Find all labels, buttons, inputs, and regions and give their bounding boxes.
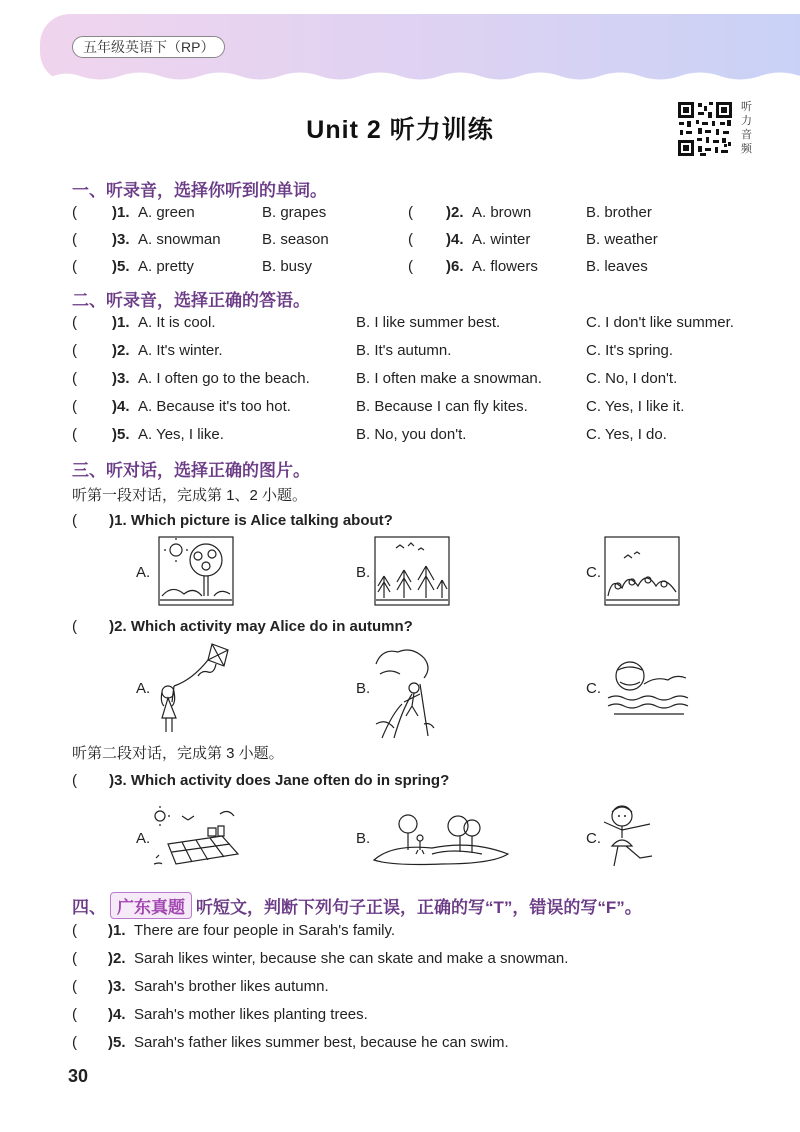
page-title: Unit 2 听力训练 — [306, 116, 494, 144]
option-a: A. pretty — [138, 258, 194, 275]
statement-text: Sarah's brother likes autumn. — [134, 978, 329, 995]
s4-row-1 — [72, 922, 772, 944]
picture-label-a: A. — [136, 564, 151, 581]
option-a: A. Yes, I like. — [138, 426, 224, 443]
option-b: B. weather — [586, 231, 658, 248]
book-label: 五年级英语下（RP） — [72, 36, 225, 58]
s2-row-3 — [72, 370, 772, 392]
item-number: )5. — [112, 258, 130, 275]
qr-char: 频 — [741, 143, 752, 155]
picture-label-a: A. — [136, 830, 151, 847]
qr-code-icon[interactable] — [676, 100, 734, 158]
wavy-edge — [40, 69, 800, 83]
answer-blank[interactable]: ( — [408, 258, 413, 275]
option-b: B. I often make a snowman. — [356, 370, 542, 387]
answer-blank[interactable]: ( — [72, 398, 77, 415]
picture-label-b: B. — [356, 564, 371, 581]
option-b: B. It's autumn. — [356, 342, 452, 359]
item-number: )2. — [112, 342, 130, 359]
answer-blank[interactable]: ( — [72, 512, 77, 529]
s3-question-2 — [72, 618, 413, 635]
qr-audio-label — [741, 100, 755, 156]
girl-flying-kite-picture[interactable] — [152, 640, 242, 736]
answer-blank[interactable]: ( — [72, 618, 77, 635]
item-number: )5. — [108, 1034, 126, 1051]
option-b: B. season — [262, 231, 329, 248]
answer-blank[interactable]: ( — [72, 204, 77, 221]
s1-row-2 — [72, 231, 772, 253]
s1-row-3 — [72, 258, 772, 280]
item-number: )2. — [108, 950, 126, 967]
picnic-picture[interactable] — [152, 806, 246, 866]
option-c: C. Yes, I like it. — [586, 398, 685, 415]
s4-row-5 — [72, 1034, 772, 1056]
question-text: Which activity does Jane often do in spring? — [130, 772, 450, 789]
option-b: B. No, you don't. — [356, 426, 467, 443]
option-a: A. I often go to the beach. — [138, 370, 310, 387]
item-number: )1. — [112, 314, 130, 331]
s2-row-1 — [72, 314, 772, 336]
option-b: B. Because I can fly kites. — [356, 398, 528, 415]
answer-blank[interactable]: ( — [72, 772, 77, 789]
item-number: )2. — [109, 618, 127, 635]
item-number: )1. — [108, 922, 126, 939]
answer-blank[interactable]: ( — [72, 258, 77, 275]
s2-row-4 — [72, 398, 772, 420]
answer-blank[interactable]: ( — [72, 426, 77, 443]
option-a: A. It is cool. — [138, 314, 216, 331]
statement-text: There are four people in Sarah's family. — [134, 922, 396, 939]
item-number: )1. — [112, 204, 130, 221]
item-number: )3. — [112, 231, 130, 248]
question-text: Which activity may Alice do in autumn? — [130, 618, 413, 635]
item-number: )3. — [109, 772, 127, 789]
s3-question-1 — [72, 512, 393, 529]
section4-instruction: 听短文，判断下列句子正误，正确的写“T”，错误的写“F”。 — [196, 898, 642, 917]
item-number: )6. — [446, 258, 464, 275]
section1-heading: 一、听录音，选择你听到的单词。 — [72, 181, 327, 200]
item-number: )2. — [446, 204, 464, 221]
spring-trees-birds-picture[interactable] — [374, 536, 450, 606]
answer-blank[interactable]: ( — [72, 1034, 77, 1051]
s4-row-3 — [72, 978, 772, 1000]
answer-blank[interactable]: ( — [408, 231, 413, 248]
summer-tree-picture[interactable] — [158, 536, 234, 606]
item-number: )3. — [112, 370, 130, 387]
option-a: A. snowman — [138, 231, 221, 248]
picture-label-c: C. — [586, 830, 601, 847]
section3-heading: 三、听对话，选择正确的图片。 — [72, 461, 310, 480]
dialogue-1-note: 听第一段对话，完成第 1、2 小题。 — [72, 487, 308, 504]
qr-char: 力 — [741, 115, 752, 127]
statement-text: Sarah's father likes summer best, because he can swim. — [134, 1034, 509, 1051]
option-c: C. No, I don't. — [586, 370, 678, 387]
answer-blank[interactable]: ( — [72, 950, 77, 967]
option-b: B. I like summer best. — [356, 314, 501, 331]
dialogue-2-note: 听第二段对话，完成第 3 小题。 — [72, 745, 284, 762]
item-number: )4. — [108, 1006, 126, 1023]
section2-heading: 二、听录音，选择正确的答语。 — [72, 291, 310, 310]
statement-text: Sarah's mother likes planting trees. — [134, 1006, 368, 1023]
girl-climbing-mountain-picture[interactable] — [372, 644, 436, 740]
guangdong-exam-tag: 广东真题 — [110, 892, 192, 919]
qr-char: 听 — [741, 101, 752, 113]
s2-row-2 — [72, 342, 772, 364]
option-c: C. Yes, I do. — [586, 426, 667, 443]
page-number: 30 — [68, 1066, 89, 1086]
option-a: A. green — [138, 204, 195, 221]
s4-row-2 — [72, 950, 772, 972]
section4-number: 四、 — [72, 898, 106, 917]
answer-blank[interactable]: ( — [72, 1006, 77, 1023]
item-number: )1. — [109, 512, 127, 529]
statement-text: Sarah likes winter, because she can skate and make a snowman. — [134, 950, 569, 967]
option-c: C. It's spring. — [586, 342, 674, 359]
answer-blank[interactable]: ( — [72, 342, 77, 359]
picture-label-a: A. — [136, 680, 151, 697]
answer-blank[interactable]: ( — [408, 204, 413, 221]
picture-label-c: C. — [586, 680, 601, 697]
autumn-bushes-picture[interactable] — [604, 536, 680, 606]
option-a: A. It's winter. — [138, 342, 223, 359]
item-number: )4. — [112, 398, 130, 415]
option-c: C. I don't like summer. — [586, 314, 734, 331]
answer-blank[interactable]: ( — [72, 231, 77, 248]
option-a: A. brown — [472, 204, 532, 221]
section4-heading — [72, 892, 642, 919]
answer-blank[interactable]: ( — [72, 922, 77, 939]
picture-label-c: C. — [586, 564, 601, 581]
item-number: )3. — [108, 978, 126, 995]
swimming-picture[interactable] — [604, 654, 690, 716]
picture-label-b: B. — [356, 830, 371, 847]
option-a: A. winter — [472, 231, 531, 248]
s4-row-4 — [72, 1006, 772, 1028]
s2-row-5 — [72, 426, 772, 448]
option-b: B. leaves — [586, 258, 648, 275]
item-number: )5. — [112, 426, 130, 443]
park-walk-picture[interactable] — [372, 814, 510, 866]
picture-label-b: B. — [356, 680, 371, 697]
option-b: B. grapes — [262, 204, 327, 221]
option-a: A. Because it's too hot. — [138, 398, 291, 415]
option-b: B. brother — [586, 204, 652, 221]
girl-dancing-picture[interactable] — [600, 800, 660, 872]
option-b: B. busy — [262, 258, 313, 275]
answer-blank[interactable]: ( — [72, 370, 77, 387]
item-number: )4. — [446, 231, 464, 248]
answer-blank[interactable]: ( — [72, 314, 77, 331]
qr-char: 音 — [741, 129, 752, 141]
question-text: Which picture is Alice talking about? — [130, 512, 393, 529]
s3-question-3 — [72, 772, 449, 789]
answer-blank[interactable]: ( — [72, 978, 77, 995]
s1-row-1 — [72, 204, 772, 226]
option-a: A. flowers — [472, 258, 538, 275]
